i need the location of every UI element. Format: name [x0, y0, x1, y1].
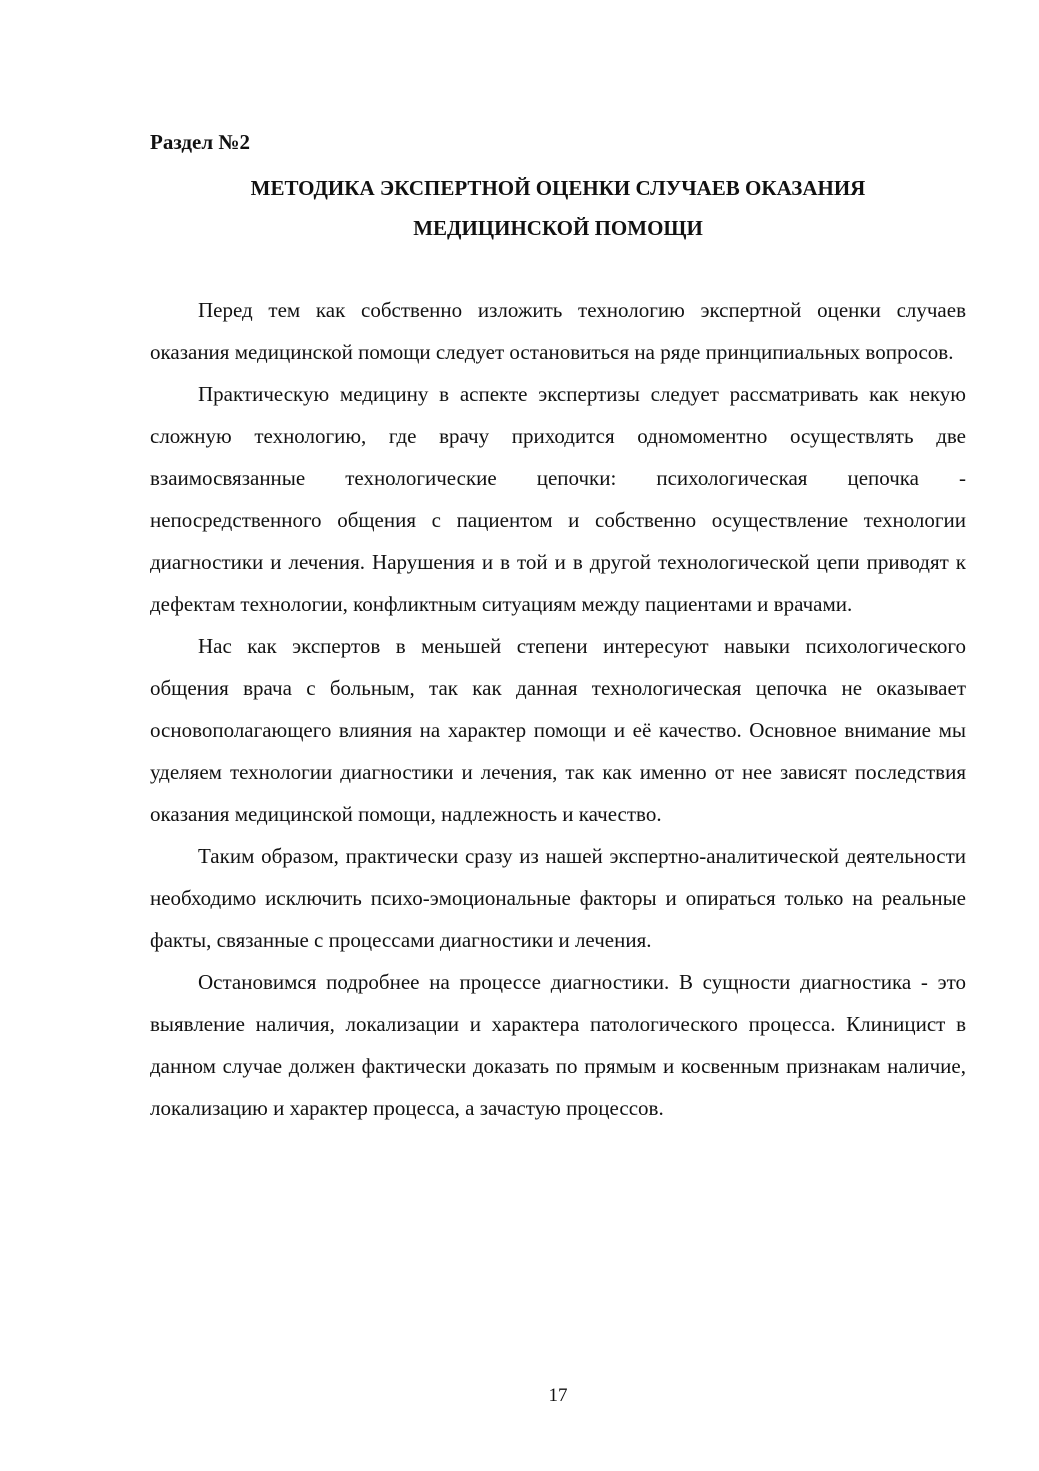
paragraph-4: Таким образом, практически сразу из нашей экспертно-аналитической деятельности необходимо исключить психо-эмоциональные факторы и опираться только на реальные факты, связанные с процессами диагностики и лечения. — [150, 844, 966, 952]
paragraph-1: Перед тем как собственно изложить технологию экспертной оценки случаев оказания медицинской помощи следует остановиться на ряде принципиальных вопросов. — [150, 298, 966, 364]
page-number: 17 — [548, 1385, 568, 1406]
body-text — [150, 289, 966, 1129]
paragraph-2: Практическую медицину в аспекте экспертизы следует рассматривать как некую сложную технологию, где врачу приходится одномоментно осуществлять две взаимосвязанные технологические цепочки: психологическая цепочка - непосредственного общения с пациентом и собственно осуществление технологии диагностики и лечения. Нарушения и в той и в другой технологической цепи приводят к дефектам технологии, конфликтным ситуациям между пациентами и врачами. — [150, 382, 966, 616]
chapter-title — [150, 168, 966, 248]
chapter-title-line-1: МЕТОДИКА ЭКСПЕРТНОЙ ОЦЕНКИ СЛУЧАЕВ ОКАЗАНИЯ — [250, 176, 866, 200]
section-label: Раздел №2 — [150, 130, 250, 154]
paragraph-3: Нас как экспертов в меньшей степени интересуют навыки психологического общения врача с больным, так как данная технологическая цепочка не оказывает основополагающего влияния на характер помощи и её качество. Основное внимание мы уделяем технологии диагностики и лечения, так как именно от нее зависят последствия оказания медицинской помощи, надлежность и качество. — [150, 634, 966, 826]
paragraph-5: Остановимся подробнее на процессе диагностики. В сущности диагностика - это выявление наличия, локализации и характера патологического процесса. Клиницист в данном случае должен фактически доказать по прямым и косвенным признакам наличие, локализацию и характер процесса, а зачастую процессов. — [150, 970, 966, 1120]
chapter-title-line-2: МЕДИЦИНСКОЙ ПОМОЩИ — [413, 216, 703, 240]
